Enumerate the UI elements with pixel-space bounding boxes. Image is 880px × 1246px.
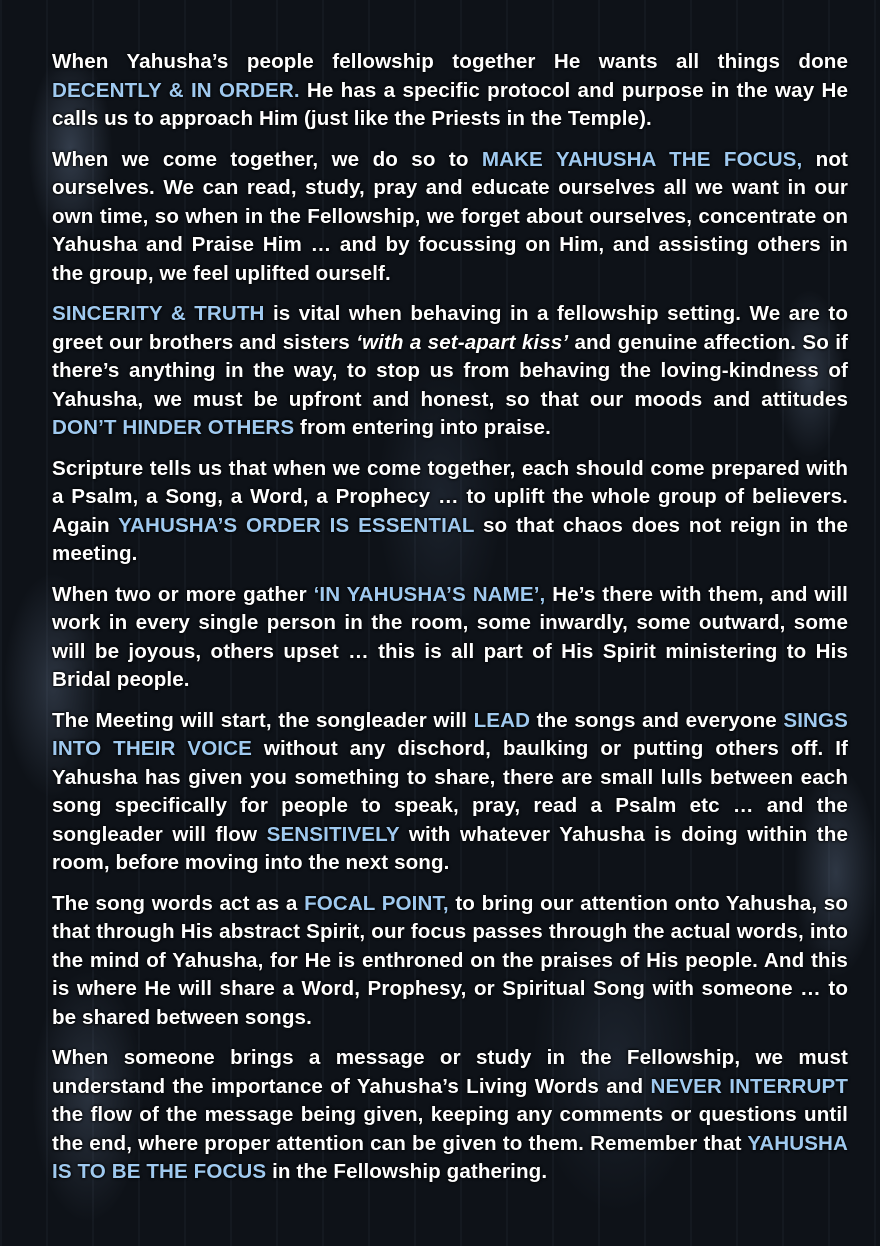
highlighted-phrase: MAKE YAHUSHA THE FOCUS, [481, 147, 803, 171]
text-segment: so that chaos does not reign in the meeting. [52, 513, 849, 565]
text-segment: When someone brings a message or study in the Fellowship, we must understand the importance of Yahusha’s Living Words and [52, 1046, 848, 1098]
document-body [52, 48, 848, 1199]
highlighted-phrase: SINCERITY & TRUTH [52, 302, 265, 325]
text-segment: with whatever Yahusha is doing within the room, before moving into the next song. [52, 822, 848, 874]
text-segment: He’s there with them, and will work in every single person in the room, some inwardly, some outward, some will be joyous, others upset … this is all part of His Spirit ministering to His Bridal people. [52, 582, 848, 691]
paragraph-7 [52, 890, 848, 1033]
text-segment: to bring our attention onto Yahusha, so that through His abstract Spirit, our focus passes through the actual words, into the mind of Yahusha, for He is enthroned on the praises of His people. And this is where He will share a Word, Prophesy, or Spiritual Song with someone … to be shared between songs. [52, 891, 848, 1029]
text-segment: When we come together, we do so to [52, 147, 482, 171]
highlighted-phrase: YAHUSHA’S ORDER IS ESSENTIAL [118, 513, 475, 537]
paragraph-5 [52, 581, 848, 695]
text-segment: not ourselves. We can read, study, pray and educate ourselves all we want in our own time, so when in the Fellowship, we forget about ourselves, concentrate on Yahusha and Praise Him … and by focussing on Him, and assisting others in the group, we feel uplifted ourself. [52, 147, 848, 285]
paragraph-4 [52, 455, 848, 569]
text-segment: He has a specific protocol and purpose in the way He calls us to approach Him (just like the Priests in the Temple). [52, 78, 848, 130]
text-segment: from entering into praise. [294, 416, 551, 439]
paragraph-6 [52, 707, 848, 878]
highlighted-phrase: DON’T HINDER OTHERS [52, 416, 295, 439]
text-segment: the flow of the message being given, keeping any comments or questions until the end, where proper attention can be given to them. Remember that [52, 1103, 848, 1155]
highlighted-phrase: ‘IN YAHUSHA’S NAME’, [313, 582, 546, 606]
highlighted-phrase: NEVER INTERRUPT [650, 1074, 848, 1098]
text-segment: in the Fellowship gathering. [266, 1160, 548, 1183]
text-segment: When Yahusha’s people fellowship together He wants all things done [52, 50, 848, 73]
paragraph-1 [52, 48, 848, 134]
text-segment: without any dischord, baulking or putting others off. If Yahusha has given you something to share, there are small lulls between each song specifically for people to speak, pray, read a Psalm etc … and the songleader will flow [52, 737, 849, 846]
text-segment: The Meeting will start, the songleader will [52, 708, 474, 732]
highlighted-phrase: FOCAL POINT, [304, 891, 449, 915]
text-segment: is vital when behaving in a fellowship setting. We are to greet our brothers and sisters [52, 302, 849, 354]
text-segment: the songs and everyone [530, 708, 784, 732]
text-segment: and genuine affection. So if there’s anything in the way, to stop us from behaving the loving-kindness of Yahusha, we must be upfront and honest, so that our moods and attitudes [52, 330, 848, 411]
highlighted-phrase: DECENTLY & IN ORDER. [52, 78, 300, 102]
text-segment: Scripture tells us that when we come together, each should come prepared with a Psalm, a Song, a Word, a Prophecy … to uplift the whole group of believers. Again [52, 456, 848, 537]
text-segment: The song words act as a [52, 891, 305, 915]
highlighted-phrase: SENSITIVELY [266, 822, 400, 846]
paragraph-8 [52, 1044, 848, 1187]
paragraph-3 [52, 300, 848, 443]
highlighted-phrase: YAHUSHA IS TO BE THE FOCUS [52, 1131, 848, 1183]
paragraph-2 [52, 146, 848, 289]
italic-quote: ‘with a set-apart kiss’ [356, 330, 569, 354]
highlighted-phrase: SINGS INTO THEIR VOICE [52, 708, 848, 760]
highlighted-phrase: LEAD [473, 708, 531, 732]
text-segment: When two or more gather [52, 582, 314, 606]
